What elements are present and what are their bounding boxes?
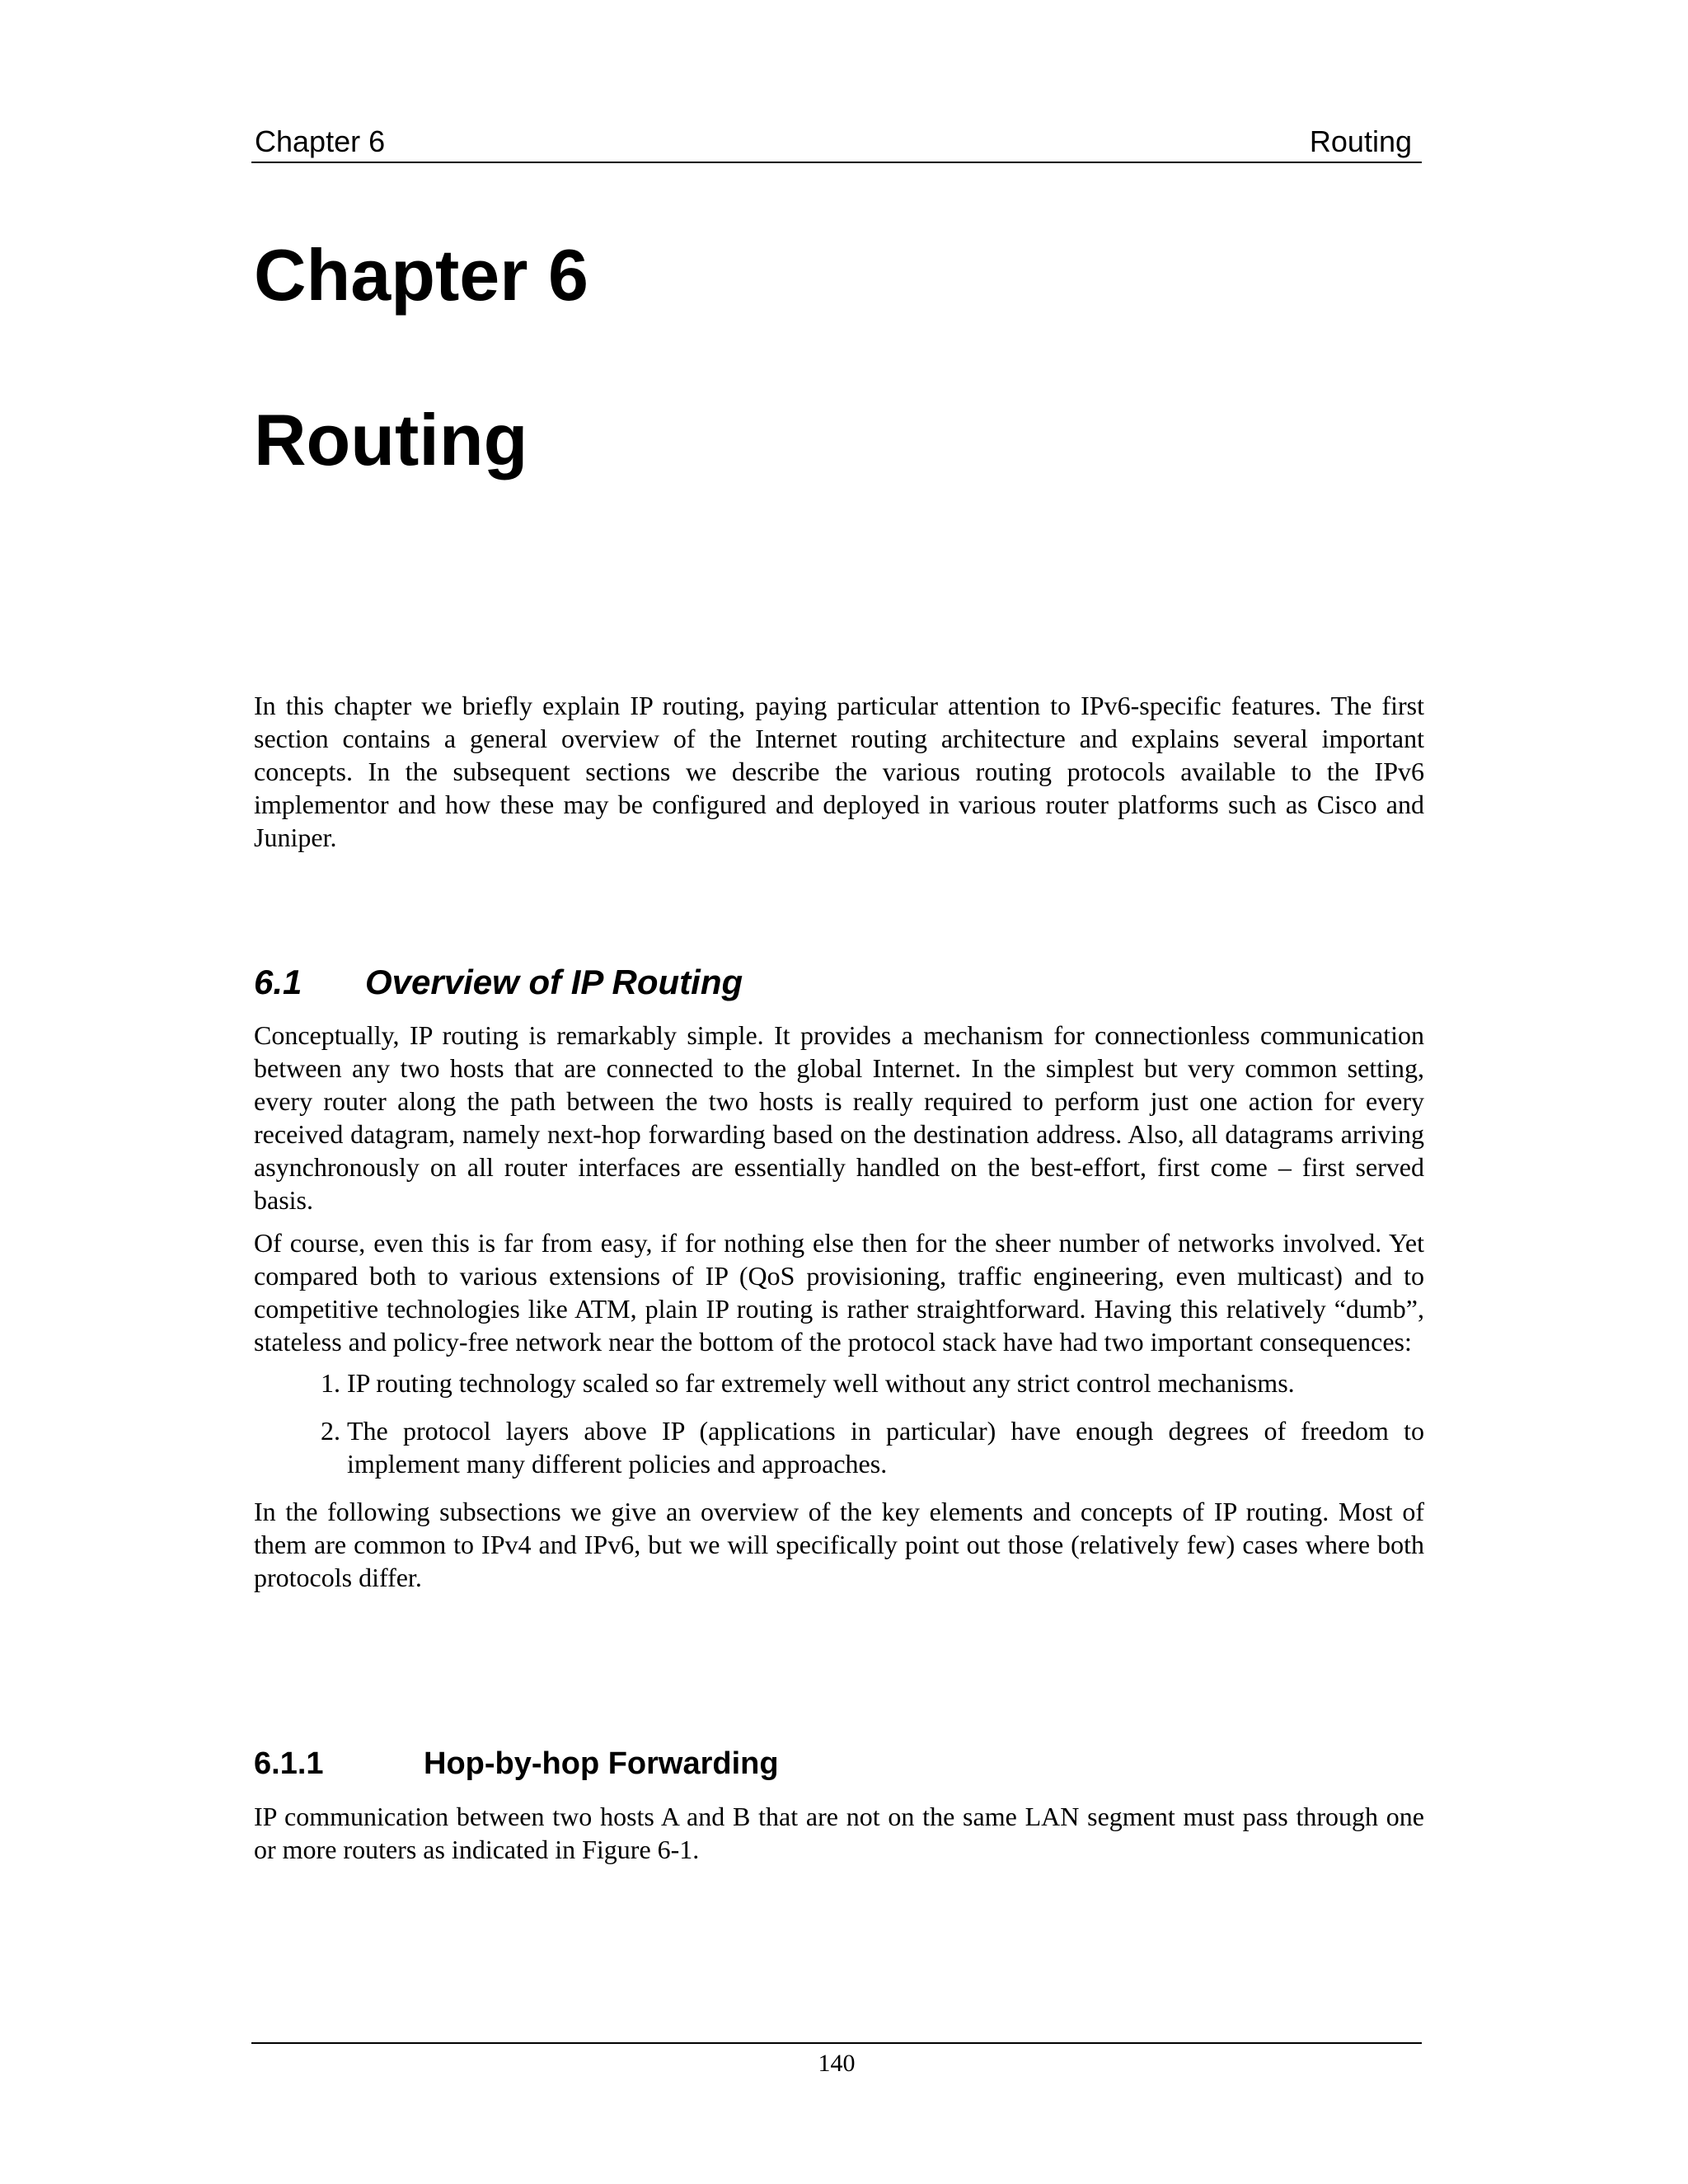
section-heading-6-1 xyxy=(254,961,743,1004)
header-chapter: Chapter 6 xyxy=(255,124,386,158)
section-heading-6-1-1 xyxy=(254,1744,779,1783)
subsection-number: 6.1.1 xyxy=(254,1746,324,1781)
footer-rule xyxy=(251,2042,1422,2044)
section-6-1-1-body xyxy=(254,1800,1424,1866)
list-item: 1. IP routing technology scaled so far extremely well without any strict control mechanisms. xyxy=(347,1366,1424,1399)
subsection-title: Hop-by-hop Forwarding xyxy=(424,1746,779,1781)
paragraph: Conceptually, IP routing is remarkably simple. It provides a mechanism for connectionless communication between any two hosts that are connected to the global Internet. In the simplest but very common setting, every router along the path between the two hosts is really required to perform just one action for every received datagram, namely next-hop forwarding based on the destination address. Also, all datagrams arriving asynchronously on all router interfaces are essentially handled on the best-effort, first come – first served basis. xyxy=(254,1020,1424,1215)
list-item: 2. The protocol layers above IP (applications in particular) have enough degrees of freedom to implement many different policies and approaches. xyxy=(347,1414,1424,1480)
section-number: 6.1 xyxy=(254,963,302,1001)
running-header xyxy=(251,124,1422,163)
intro-text: In this chapter we briefly explain IP routing, paying particular attention to IPv6-specific features. The first section contains a general overview of the Internet routing architecture and explains several important concepts. In the subsequent sections we describe the various routing protocols available to the IPv6 implementor and how these may be configured and deployed in various router platforms such as Cisco and Juniper. xyxy=(254,691,1424,852)
numbered-list xyxy=(254,1366,1424,1480)
chapter-title: Routing xyxy=(254,399,528,480)
section-title: Overview of IP Routing xyxy=(365,963,743,1001)
paragraph: IP communication between two hosts A and B that are not on the same LAN segment must pass through one or more routers as indicated in Figure 6-1. xyxy=(254,1802,1424,1864)
section-6-1-body xyxy=(254,1019,1424,1594)
intro-paragraph xyxy=(254,689,1424,854)
paragraph: Of course, even this is far from easy, if for nothing else then for the sheer number of networks involved. Yet compared both to various extensions of IP (QoS provisioning, traffic engineering, even multicast) and to competitive technologies like ATM, plain IP routing is rather straightforward. Having this relatively “dumb”, stateless and policy-free network near the bottom of the protocol stack have had two important consequences: xyxy=(254,1228,1424,1357)
chapter-number: Chapter 6 xyxy=(254,234,588,316)
header-title: Routing xyxy=(1309,124,1412,158)
paragraph: In the following subsections we give an overview of the key elements and concepts of IP routing. Most of them are common to IPv4 and IPv6, but we will specifically point out those (relatively few) cases where both protocols differ. xyxy=(254,1497,1424,1592)
page-number: 140 xyxy=(818,2050,856,2077)
